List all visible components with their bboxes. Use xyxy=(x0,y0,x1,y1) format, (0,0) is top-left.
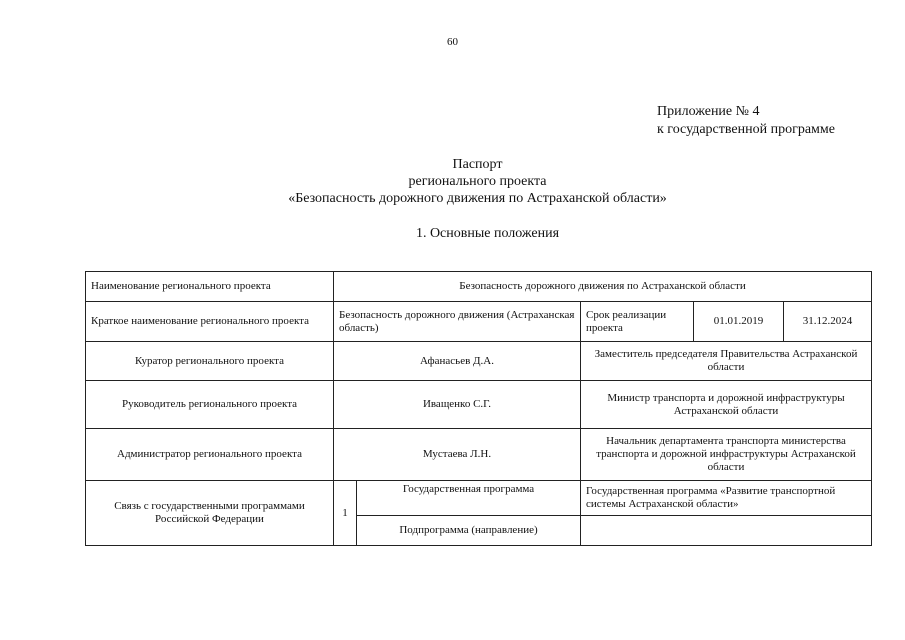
short-name-label: Краткое наименование регионального проекта xyxy=(86,302,334,342)
annex-subtitle: к государственной программе xyxy=(657,122,835,137)
admin-label: Администратор регионального проекта xyxy=(86,429,334,481)
subprogram-label: Подпрограмма (направление) xyxy=(357,516,581,546)
head-position: Министр транспорта и дорожной инфраструктуры Астраханской области xyxy=(581,381,872,429)
heading-regional-project: регионального проекта xyxy=(408,174,547,189)
period-start: 01.01.2019 xyxy=(694,302,784,342)
page-number: 60 xyxy=(447,36,458,48)
link-label: Связь с государственными программами Российской Федерации xyxy=(86,481,334,546)
curator-label: Куратор регионального проекта xyxy=(86,342,334,381)
section-title: 1. Основные положения xyxy=(415,226,560,241)
admin-name: Мустаева Л.Н. xyxy=(334,429,581,481)
subprogram-value xyxy=(581,516,872,546)
table-row xyxy=(86,272,872,302)
table-row xyxy=(86,342,872,381)
state-program-label: Государственная программа xyxy=(357,481,581,516)
table-row xyxy=(86,481,872,516)
table-row xyxy=(86,429,872,481)
project-name-value: Безопасность дорожного движения по Астраханской области xyxy=(334,272,872,302)
annex-block xyxy=(657,103,835,139)
table-row xyxy=(86,302,872,342)
heading-passport: Паспорт xyxy=(452,157,503,172)
admin-position: Начальник департамента транспорта министерства транспорта и дорожной инфраструктуры Астраханской области xyxy=(581,429,872,481)
state-program-value: Государственная программа «Развитие транспортной системы Астраханской области» xyxy=(581,481,872,516)
annex-title: Приложение № 4 xyxy=(657,104,760,119)
link-number: 1 xyxy=(334,481,357,546)
curator-position: Заместитель председателя Правительства Астраханской области xyxy=(581,342,872,381)
short-name-value: Безопасность дорожного движения (Астраханская область) xyxy=(334,302,581,342)
document-heading xyxy=(0,156,905,207)
heading-project-name: «Безопасность дорожного движения по Астраханской области» xyxy=(288,191,667,206)
head-label: Руководитель регионального проекта xyxy=(86,381,334,429)
project-name-label: Наименование регионального проекта xyxy=(86,272,334,302)
period-label: Срок реализации проекта xyxy=(581,302,694,342)
table-row xyxy=(86,381,872,429)
passport-table xyxy=(85,271,872,546)
period-end: 31.12.2024 xyxy=(784,302,872,342)
head-name: Иващенко С.Г. xyxy=(334,381,581,429)
curator-name: Афанасьев Д.А. xyxy=(334,342,581,381)
